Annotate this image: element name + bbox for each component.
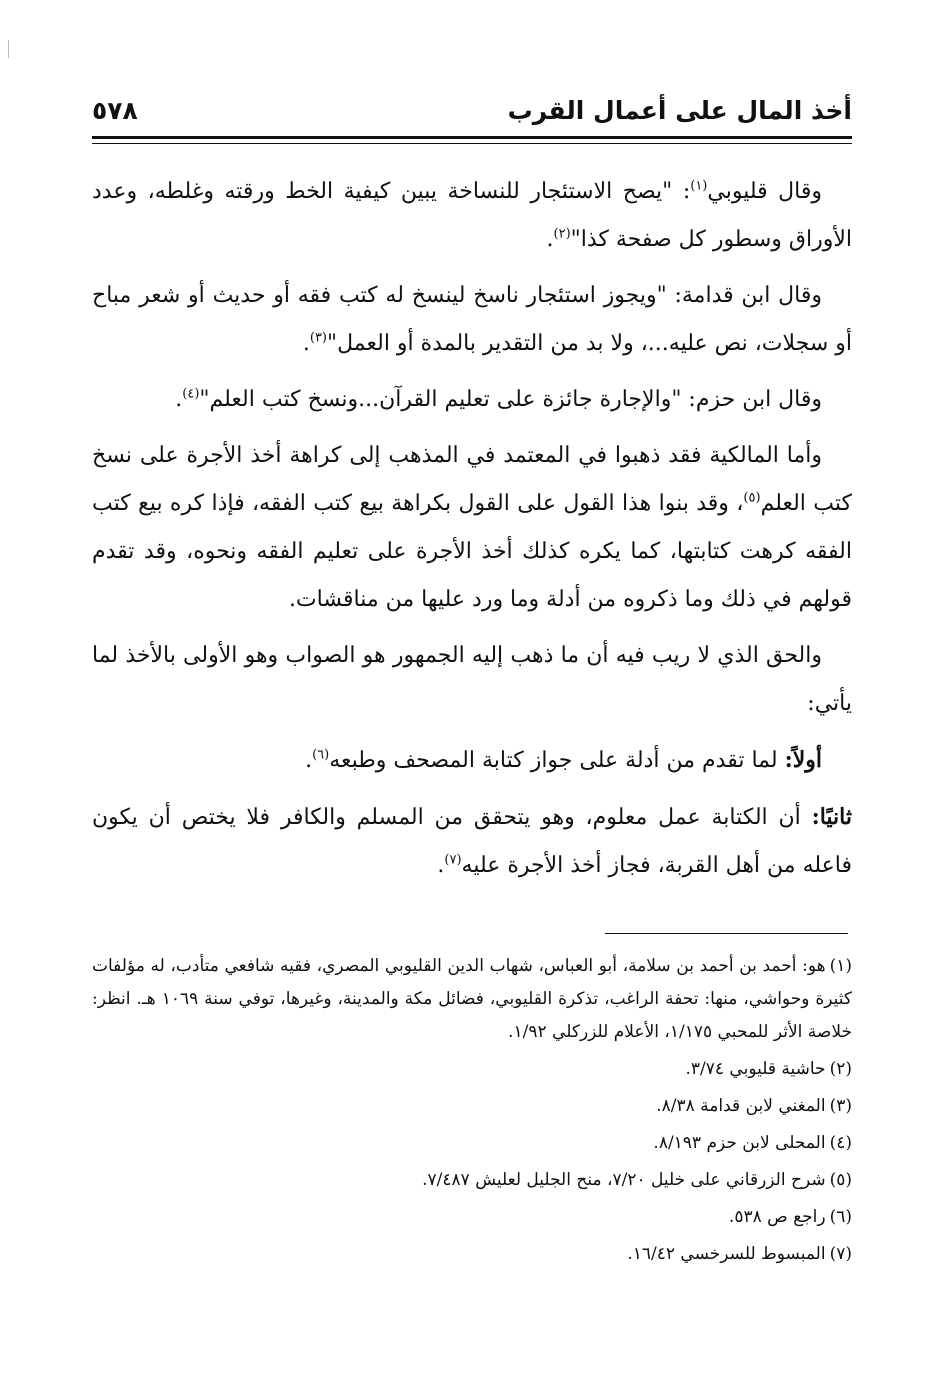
footnote-ref[interactable]: (٥) bbox=[743, 490, 761, 506]
header-rule-thick bbox=[92, 136, 852, 139]
paragraph-text: وقال ابن قدامة: "ويجوز استئجار ناسخ لينسخ له كتب فقه أو حديث أو شعر مباح أو سجلات، نص عليه...، ولا بد من التقدير بالمدة أو العمل" bbox=[92, 283, 852, 356]
paragraph-second-reason bbox=[92, 793, 852, 890]
footnote-ref[interactable]: (٧) bbox=[444, 852, 462, 868]
footnote-number: (٢) bbox=[829, 1059, 852, 1079]
list-lead: أولاً: bbox=[784, 747, 822, 773]
footnote-text: هو: أحمد بن أحمد بن سلامة، أبو العباس، شهاب الدين القليوبي المصري، فقيه شافعي متأدب، له مؤلفات كثيرة وحواشي، منها: تحفة الراغب، تذكرة القليوبي، فضائل مكة والمدينة، وغيرها، توفي سنة ١٠٦٩ هـ. انظر: خلاصة الأثر للمحبي ١/١٧٥، الأعلام للزركلي ١/٩٢. bbox=[92, 956, 852, 1042]
paragraph-qalyubi bbox=[92, 168, 852, 264]
footnote-text: شرح الزرقاني على خليل ٧/٢٠، منح الجليل لعليش ٧/٤٨٧. bbox=[422, 1170, 826, 1190]
footnote-item bbox=[92, 1201, 852, 1234]
paragraph-text: أن الكتابة عمل معلوم، وهو يتحقق من المسلم والكافر فلا يختص أن يكون فاعله من أهل القربة، فجاز أخذ الأجرة عليه bbox=[92, 805, 852, 878]
running-header bbox=[92, 94, 852, 134]
paragraph-end: . bbox=[305, 748, 313, 773]
footnote-item bbox=[92, 1090, 852, 1123]
footnote-text: حاشية قليوبي ٣/٧٤. bbox=[685, 1059, 826, 1079]
list-lead: ثانيًا: bbox=[811, 804, 852, 830]
footnote-ref[interactable]: (١) bbox=[690, 178, 708, 194]
running-title: أخذ المال على أعمال القرب bbox=[507, 96, 852, 125]
footnote-number: (٦) bbox=[829, 1207, 852, 1227]
footnote-item bbox=[92, 1127, 852, 1160]
paragraph-text: وقال قليوبي bbox=[707, 179, 822, 204]
footnote-text: راجع ص ٥٣٨. bbox=[728, 1207, 826, 1227]
footnote-ref[interactable]: (٤) bbox=[182, 386, 200, 402]
footnote-ref[interactable]: (٢) bbox=[553, 226, 571, 242]
footnote-separator bbox=[605, 933, 848, 934]
paragraph-end: . bbox=[175, 387, 183, 412]
page-number: ٥٧٨ bbox=[92, 96, 138, 125]
footnote-ref[interactable]: (٣) bbox=[309, 330, 327, 346]
footnote-text: المحلى لابن حزم ٨/١٩٣. bbox=[653, 1133, 826, 1153]
scan-margin-mark bbox=[8, 40, 9, 58]
footnote-number: (٥) bbox=[829, 1170, 852, 1190]
footnote-number: (٣) bbox=[829, 1096, 852, 1116]
paragraph-conclusion bbox=[92, 632, 852, 728]
paragraph-first-reason bbox=[92, 736, 852, 785]
paragraph-text: وقال ابن حزم: "والإجارة جائزة على تعليم القرآن...ونسخ كتب العلم" bbox=[199, 387, 822, 412]
footnote-item bbox=[92, 1053, 852, 1086]
paragraph-text: وأما المالكية فقد ذهبوا في المعتمد في المذهب إلى كراهة أخذ الأجرة على نسخ كتب العلم bbox=[92, 443, 853, 516]
paragraph-text: والحق الذي لا ريب فيه أن ما ذهب إليه الجمهور هو الصواب وهو الأولى بالأخذ لما يأتي: bbox=[92, 643, 852, 716]
paragraph-ibn-qudama bbox=[92, 272, 852, 368]
footnote-item bbox=[92, 1238, 852, 1271]
footnotes bbox=[92, 950, 852, 1275]
footnote-ref[interactable]: (٦) bbox=[312, 747, 330, 763]
paragraph-malikiyya bbox=[92, 432, 852, 624]
footnote-number: (٤) bbox=[829, 1133, 852, 1153]
footnote-item bbox=[92, 950, 852, 1049]
paragraph-ibn-hazm bbox=[92, 376, 852, 424]
header-rule-thin bbox=[92, 143, 852, 144]
footnote-number: (١) bbox=[829, 956, 852, 976]
paragraph-text: ، وقد بنوا هذا القول على القول بكراهة بيع كتب الفقه، فإذا كره بيع كتب الفقه كرهت كتابتها، كما يكره كذلك أخذ الأجرة على تعليم الفقه ونحوه، وقد تقدم قولهم في ذلك وما ذكروه من أدلة وما ورد عليها من مناقشات. bbox=[92, 491, 852, 612]
paragraph-text: : "يصح الاستئجار للنساخة يبين كيفية الخط ورقته وغلطه، وعدد الأوراق وسطور كل صفحة كذا" bbox=[92, 179, 852, 252]
paragraph-end: . bbox=[546, 227, 554, 252]
footnote-text: المغني لابن قدامة ٨/٣٨. bbox=[656, 1096, 826, 1116]
paragraph-text: لما تقدم من أدلة على جواز كتابة المصحف وطبعه bbox=[329, 748, 785, 773]
paragraph-end: . bbox=[302, 331, 310, 356]
footnote-text: المبسوط للسرخسي ١٦/٤٢. bbox=[627, 1244, 826, 1264]
footnote-number: (٧) bbox=[829, 1244, 852, 1264]
paragraph-end: . bbox=[437, 853, 445, 878]
footnote-item bbox=[92, 1164, 852, 1197]
main-text bbox=[92, 168, 852, 898]
